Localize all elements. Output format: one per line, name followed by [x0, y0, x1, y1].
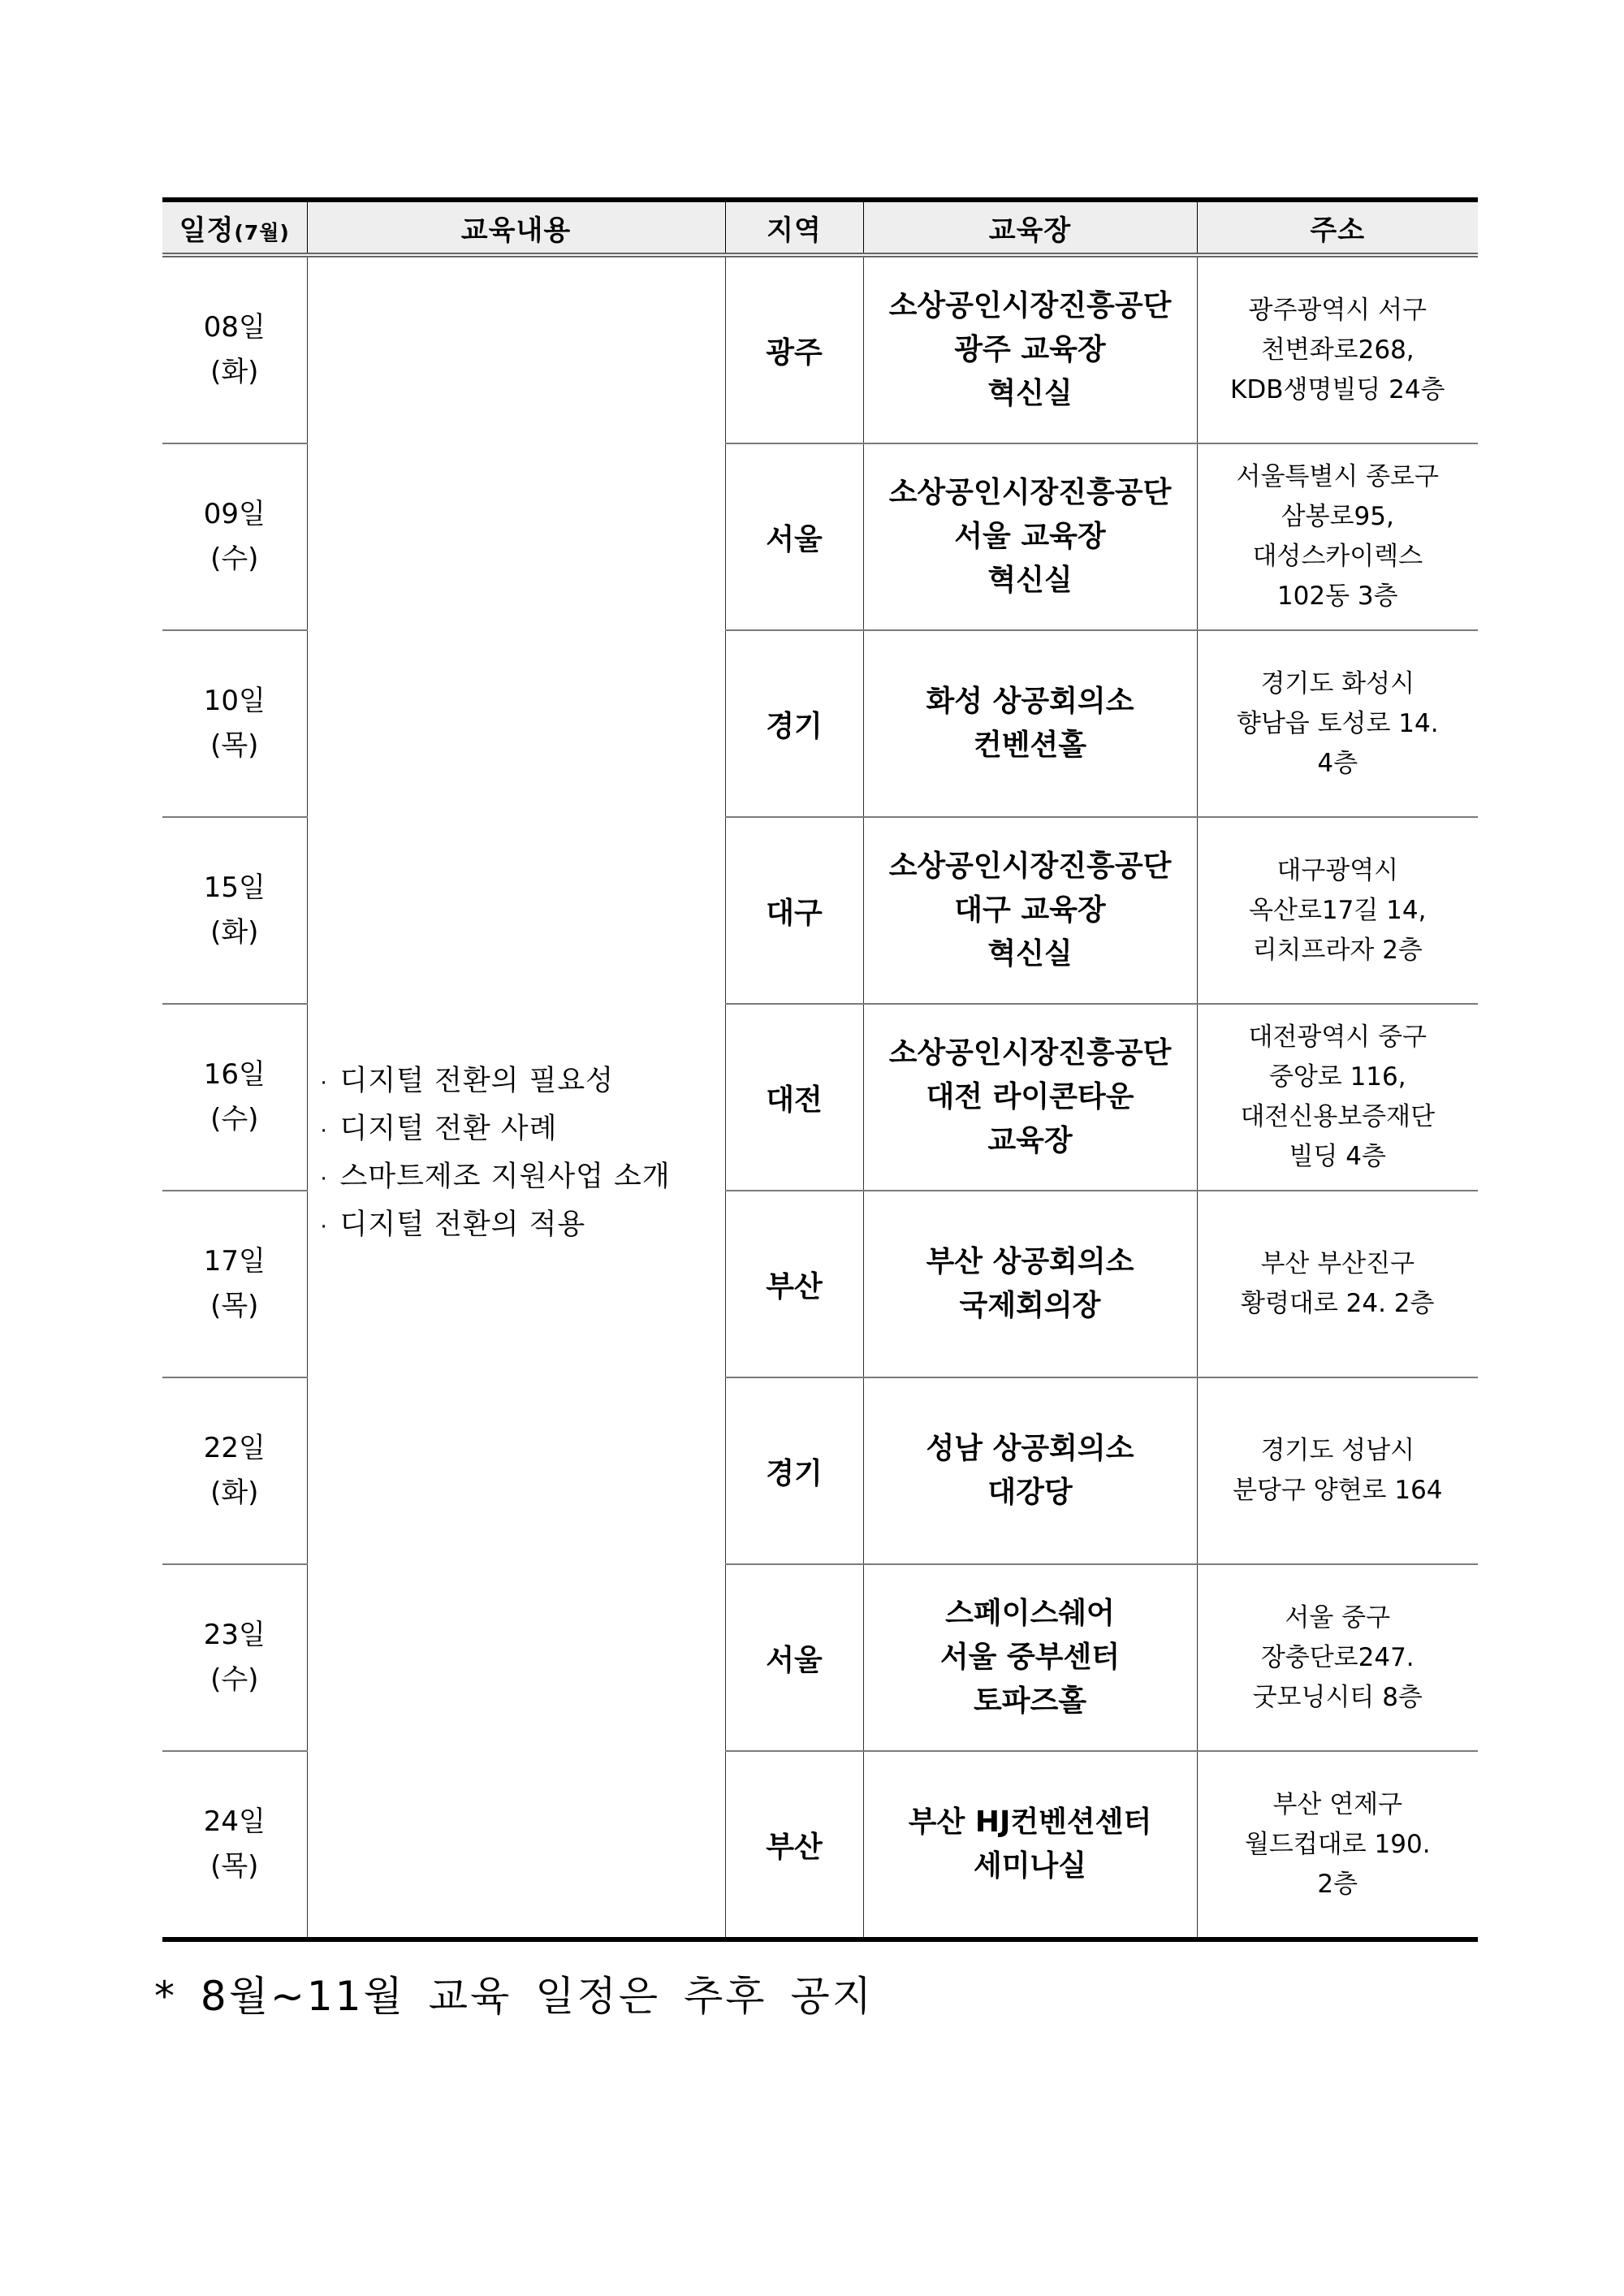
- content-list: [321, 1058, 725, 1250]
- address-line: 2층: [1317, 1869, 1358, 1899]
- content-item-text: 디지털 전환의 필요성: [339, 1065, 615, 1097]
- footnote: * 8월~11월 교육 일정은 추후 공지: [154, 1973, 875, 2020]
- address-line: 서울 중구: [1285, 1602, 1391, 1632]
- date-cell: [162, 1564, 307, 1751]
- address-line: 대성스카이렉스: [1252, 542, 1423, 571]
- venue-line: 화성 상공회의소: [926, 685, 1134, 718]
- venue-line: 스페이스쉐어: [945, 1597, 1115, 1630]
- bullet-icon: ·: [320, 1167, 328, 1191]
- content-list-item: [321, 1106, 725, 1154]
- venue-cell: [863, 1004, 1197, 1191]
- venue-line: 서울 중부센터: [939, 1641, 1121, 1674]
- address-cell: [1197, 1564, 1478, 1751]
- weekday-text: (수): [210, 543, 259, 575]
- venue-line: 소상공인시장진흥공단: [888, 850, 1172, 883]
- venue-line: 광주 교육장: [954, 333, 1106, 366]
- venue-cell: [863, 1191, 1197, 1377]
- venue-line: 혁신실: [987, 564, 1073, 597]
- address-cell: [1197, 443, 1478, 630]
- venue-line: 부산 상공회의소: [926, 1245, 1134, 1278]
- day-text: 16일: [203, 1058, 266, 1091]
- address-cell: [1197, 1191, 1478, 1377]
- content-item-text: 디지털 전환 사례: [339, 1113, 558, 1145]
- address-line: 광주광역시 서구: [1248, 295, 1427, 325]
- address-cell: [1197, 1004, 1478, 1191]
- venue-cell: [863, 1751, 1197, 1939]
- date-cell: [162, 1191, 307, 1377]
- address-cell: [1197, 1377, 1478, 1564]
- region-cell: 광주: [725, 255, 863, 443]
- weekday-text: (수): [210, 1663, 259, 1696]
- weekday-text: (수): [210, 1103, 259, 1135]
- header-date-suffix: (7월): [234, 220, 290, 244]
- day-text: 23일: [203, 1619, 266, 1651]
- day-text: 15일: [203, 871, 266, 904]
- venue-line: 대전 라이콘타운: [926, 1080, 1134, 1113]
- address-cell: [1197, 255, 1478, 443]
- address-line: 분당구 양현로 164: [1232, 1476, 1443, 1505]
- address-cell: [1197, 817, 1478, 1004]
- region-cell: 대구: [725, 817, 863, 1004]
- venue-line: 소상공인시장진흥공단: [888, 476, 1172, 509]
- address-line: 4층: [1317, 748, 1358, 778]
- region-cell: 서울: [725, 1564, 863, 1751]
- day-text: 08일: [203, 311, 266, 344]
- header-date-label: 일정: [179, 214, 235, 247]
- address-line: 향남읍 토성로 14.: [1236, 708, 1439, 738]
- address-line: 천변좌로268,: [1260, 335, 1415, 365]
- content-item-text: 스마트제조 지원사업 소개: [339, 1161, 671, 1193]
- address-line: 대구광역시: [1276, 855, 1399, 885]
- table-body: [162, 255, 1478, 1939]
- address-cell: [1197, 1751, 1478, 1939]
- table-header: [162, 200, 1478, 255]
- region-cell: 경기: [725, 1377, 863, 1564]
- weekday-text: (화): [210, 1477, 259, 1509]
- date-cell: [162, 1004, 307, 1191]
- venue-line: 소상공인시장진흥공단: [888, 289, 1172, 322]
- venue-line: 토파즈홀: [973, 1684, 1087, 1718]
- content-list-item: [321, 1058, 725, 1106]
- address-line: 부산 연제구: [1272, 1789, 1403, 1819]
- venue-line: 교육장: [987, 1124, 1073, 1157]
- address-line: 경기도 화성시: [1260, 668, 1415, 698]
- address-line: 굿모닝시티 8층: [1252, 1682, 1423, 1712]
- bullet-icon: ·: [320, 1215, 328, 1239]
- venue-line: 대강당: [987, 1476, 1073, 1509]
- date-cell: [162, 1377, 307, 1564]
- venue-line: 혁신실: [987, 377, 1073, 410]
- table-row: [162, 255, 1478, 443]
- address-line: 장충단로247.: [1260, 1642, 1415, 1672]
- header-venue: 교육장: [863, 200, 1197, 255]
- address-line: 대전광역시 중구: [1248, 1023, 1427, 1052]
- address-line: 빌딩 4층: [1289, 1142, 1386, 1171]
- address-line: 102동 3층: [1276, 582, 1398, 611]
- venue-line: 부산 HJ컨벤션센터: [908, 1805, 1152, 1839]
- venue-line: 국제회의장: [959, 1289, 1101, 1322]
- venue-cell: [863, 630, 1197, 817]
- date-cell: [162, 1751, 307, 1939]
- header-date: [162, 200, 307, 255]
- date-cell: [162, 255, 307, 443]
- venue-cell: [863, 443, 1197, 630]
- date-cell: [162, 630, 307, 817]
- venue-line: 대구 교육장: [954, 893, 1106, 927]
- address-line: 경기도 성남시: [1260, 1436, 1415, 1465]
- venue-cell: [863, 817, 1197, 1004]
- address-line: 옥산로17길 14,: [1249, 895, 1427, 925]
- region-cell: 부산: [725, 1751, 863, 1939]
- content-cell: [307, 255, 725, 1939]
- venue-line: 컨벤션홀: [973, 729, 1087, 762]
- address-line: 삼봉로95,: [1281, 502, 1394, 531]
- weekday-text: (목): [210, 1850, 259, 1883]
- weekday-text: (화): [210, 916, 259, 949]
- day-text: 10일: [203, 685, 266, 717]
- day-text: 09일: [203, 498, 266, 530]
- region-cell: 서울: [725, 443, 863, 630]
- content-list-item: [321, 1154, 725, 1202]
- address-line: 서울특별시 종로구: [1236, 462, 1439, 491]
- venue-line: 성남 상공회의소: [926, 1432, 1134, 1465]
- bullet-icon: ·: [320, 1071, 328, 1096]
- content-list-item: [321, 1202, 725, 1250]
- venue-line: 서울 교육장: [954, 520, 1106, 553]
- venue-line: 혁신실: [987, 937, 1073, 971]
- weekday-text: (목): [210, 1290, 259, 1322]
- address-line: 대전신용보증재단: [1240, 1102, 1436, 1131]
- venue-cell: [863, 255, 1197, 443]
- venue-cell: [863, 1377, 1197, 1564]
- weekday-text: (화): [210, 356, 259, 388]
- venue-line: 세미나실: [973, 1849, 1087, 1883]
- day-text: 24일: [203, 1805, 266, 1838]
- header-content: 교육내용: [307, 200, 725, 255]
- address-line: 월드컵대로 190.: [1244, 1829, 1431, 1859]
- header-address: 주소: [1197, 200, 1478, 255]
- day-text: 17일: [203, 1245, 266, 1278]
- address-line: KDB생명빌딩 24층: [1230, 374, 1445, 404]
- address-line: 부산 부산진구: [1260, 1249, 1415, 1278]
- address-line: 중앙로 116,: [1268, 1062, 1406, 1092]
- address-line: 리치프라자 2층: [1252, 935, 1423, 965]
- date-cell: [162, 817, 307, 1004]
- region-cell: 대전: [725, 1004, 863, 1191]
- day-text: 22일: [203, 1432, 266, 1464]
- date-cell: [162, 443, 307, 630]
- weekday-text: (목): [210, 729, 259, 762]
- content-item-text: 디지털 전환의 적용: [339, 1209, 586, 1241]
- venue-line: 소상공인시장진흥공단: [888, 1036, 1172, 1070]
- header-region: 지역: [725, 200, 863, 255]
- bullet-icon: ·: [320, 1119, 328, 1144]
- region-cell: 부산: [725, 1191, 863, 1377]
- address-line: 황령대로 24. 2층: [1241, 1289, 1435, 1318]
- venue-cell: [863, 1564, 1197, 1751]
- address-cell: [1197, 630, 1478, 817]
- region-cell: 경기: [725, 630, 863, 817]
- education-schedule-table: [162, 197, 1478, 1942]
